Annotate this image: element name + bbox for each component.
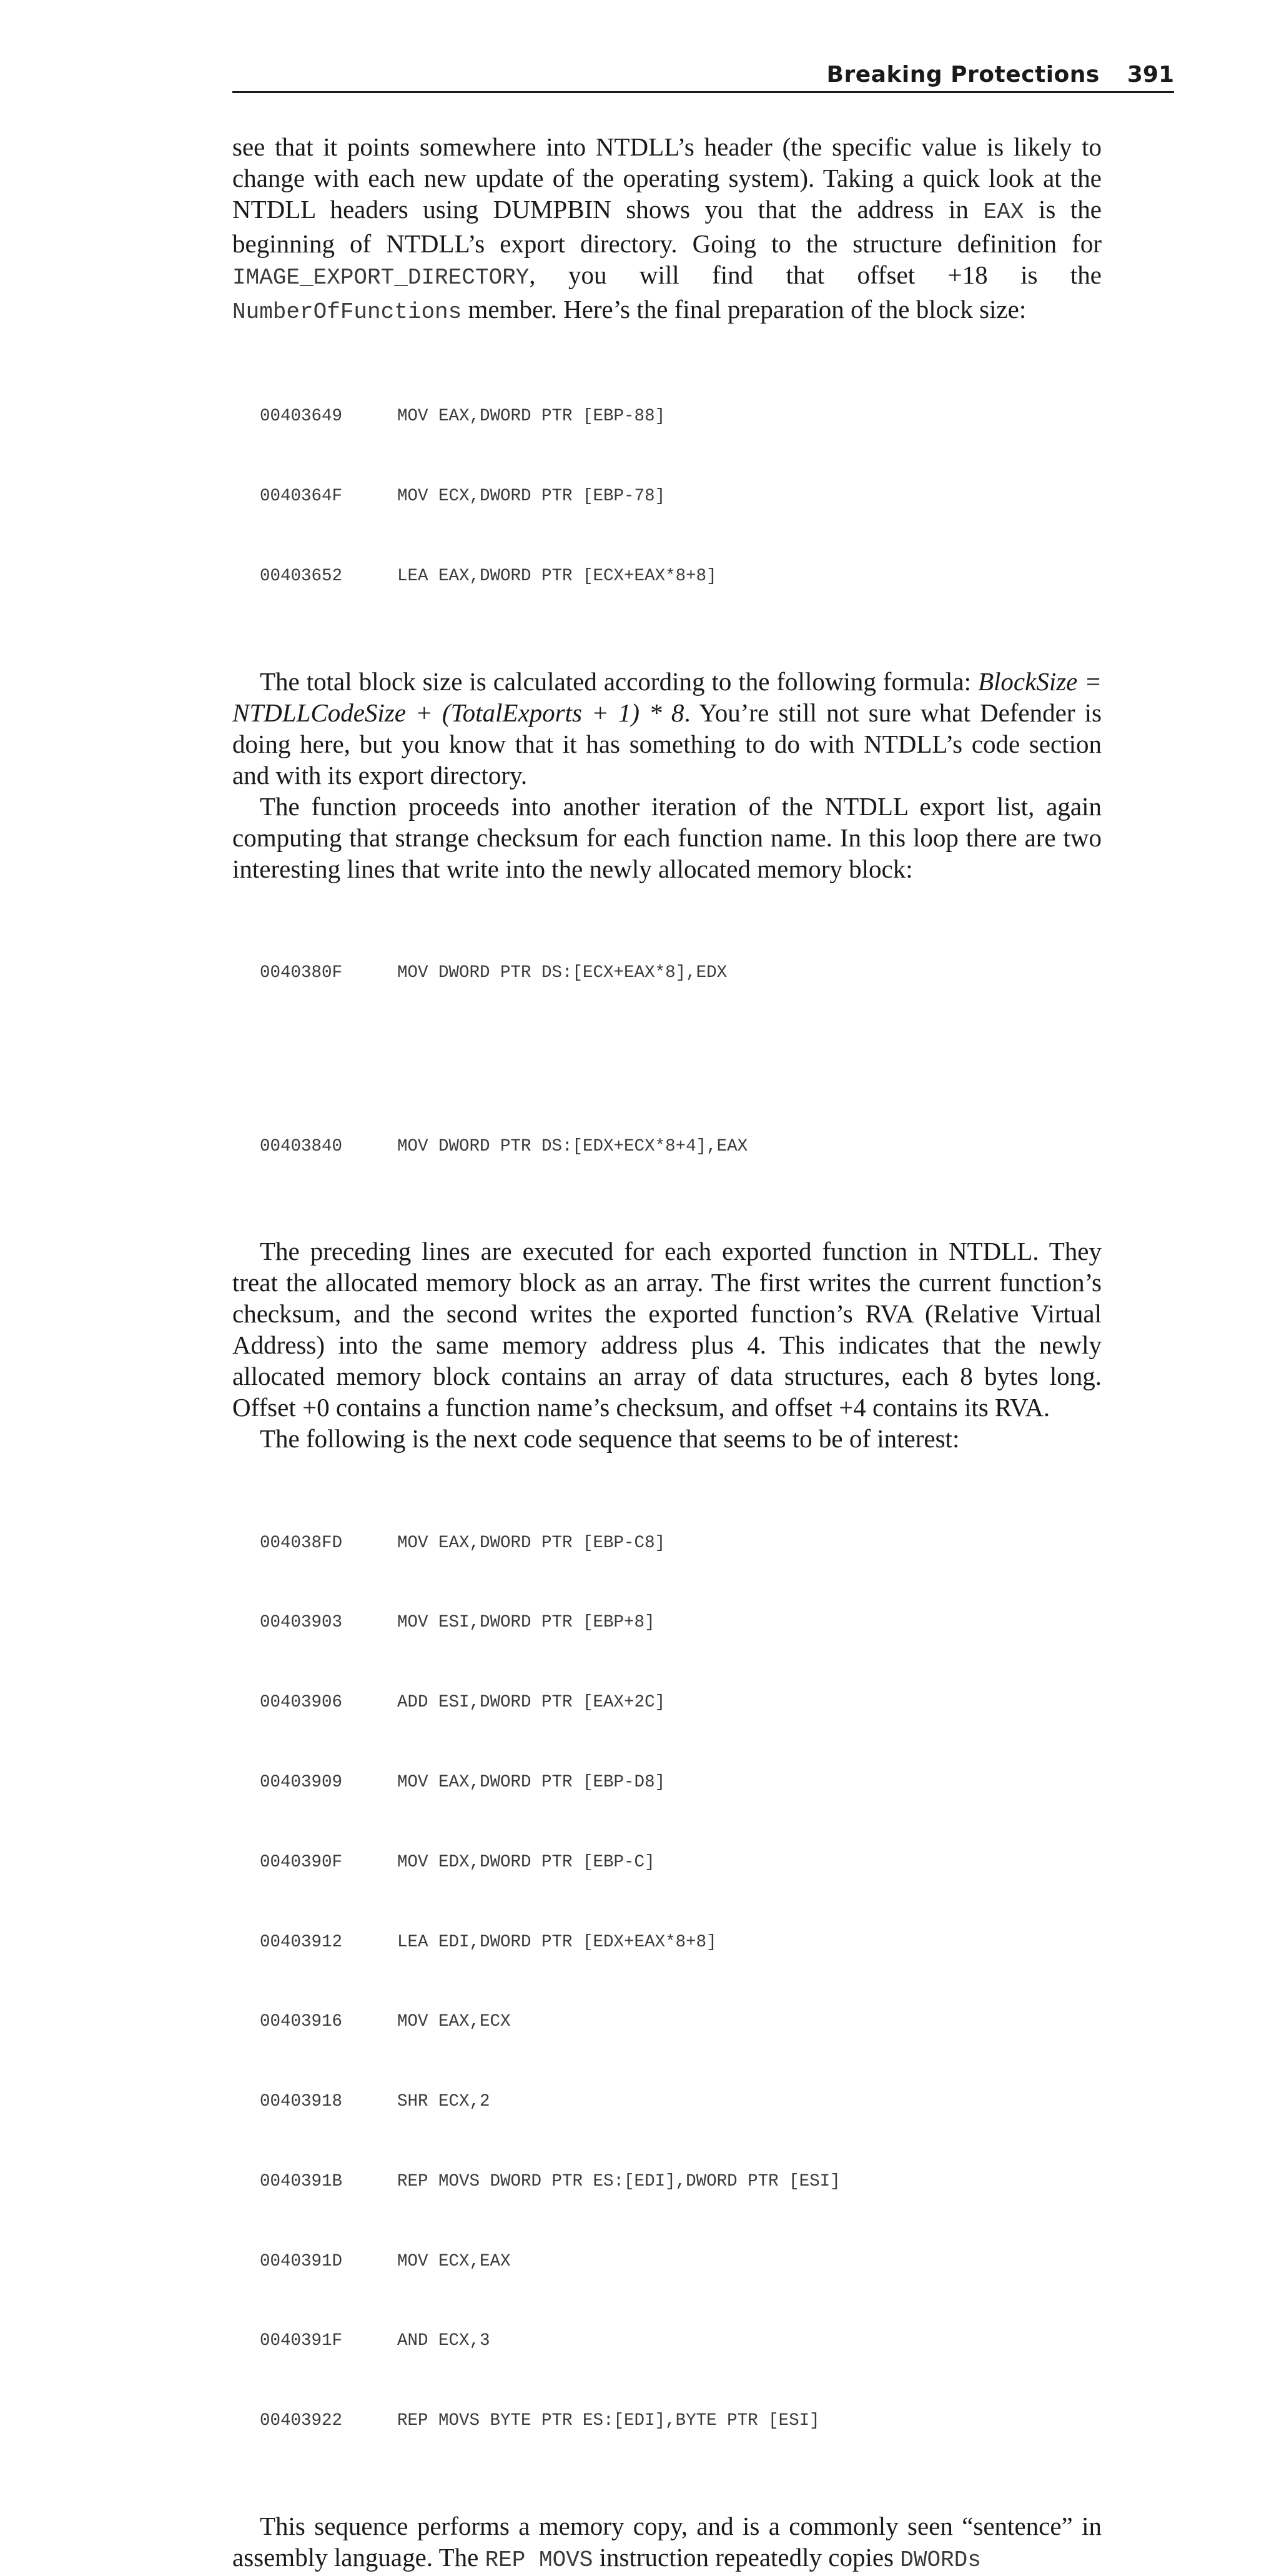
code-inline-number-of-functions: NumberOfFunctions bbox=[232, 299, 462, 325]
code-address: 00403903 bbox=[260, 1613, 343, 1633]
code-instruction: MOV EAX,DWORD PTR [EBP-88] bbox=[397, 407, 666, 427]
code-block-1 bbox=[260, 350, 1102, 643]
code-line bbox=[260, 2089, 1102, 2116]
code-line bbox=[260, 1530, 1102, 1557]
code-instruction: AND ECX,3 bbox=[397, 2331, 490, 2351]
code-line bbox=[260, 1690, 1102, 1717]
code-line bbox=[260, 1930, 1102, 1956]
code-instruction: SHR ECX,2 bbox=[397, 2092, 490, 2112]
code-address: 0040380F bbox=[260, 963, 343, 983]
paragraph-5: The following is the next code sequence that seems to be of interest: bbox=[260, 1424, 960, 1454]
code-line bbox=[260, 2009, 1102, 2036]
code-line bbox=[260, 2328, 1102, 2355]
code-block-3 bbox=[260, 1477, 1102, 2488]
page-body bbox=[232, 131, 1102, 2576]
code-line bbox=[260, 1850, 1102, 1876]
paragraph-2 bbox=[232, 666, 1102, 791]
code-block-2 bbox=[260, 907, 1102, 1214]
page-number: 391 bbox=[1127, 61, 1174, 87]
code-line bbox=[260, 2408, 1102, 2435]
code-instruction: MOV ECX,EAX bbox=[397, 2251, 511, 2271]
code-instruction: ADD ESI,DWORD PTR [EAX+2C] bbox=[397, 1693, 666, 1713]
code-line bbox=[260, 1610, 1102, 1637]
code-instruction: MOV EAX,ECX bbox=[397, 2012, 511, 2032]
code-inline-rep-movs: REP MOVS bbox=[485, 2547, 593, 2574]
para1-text-4: member. Here’s the final preparation of the block size: bbox=[462, 295, 1027, 324]
code-address: 0040390F bbox=[260, 1852, 343, 1872]
code-address: 0040391F bbox=[260, 2331, 343, 2351]
code-address: 00403922 bbox=[260, 2411, 343, 2431]
code-address: 00403918 bbox=[260, 2092, 343, 2112]
code-instruction: LEA EAX,DWORD PTR [ECX+EAX*8+8] bbox=[397, 566, 717, 586]
code-address: 00403652 bbox=[260, 566, 343, 586]
code-inline-eax: EAX bbox=[983, 199, 1024, 225]
code-address: 00403840 bbox=[260, 1136, 343, 1156]
para6-text-1: This sequence performs a memory copy, and is a commonly seen “sentence” in assembly language. The bbox=[232, 2512, 1102, 2572]
code-instruction: MOV EAX,DWORD PTR [EBP-C8] bbox=[397, 1533, 666, 1553]
code-inline-dwords: DWORDs bbox=[900, 2547, 981, 2574]
para2-text-2: . You’re still not sure what Defender is doing here, but you know that it has something to do with NTDLL’s code section and with its export directory. bbox=[232, 698, 1102, 790]
paragraph-1 bbox=[232, 131, 1102, 328]
code-line bbox=[260, 404, 1102, 430]
formula: BlockSize = NTDLLCodeSize + (TotalExports + 1) * 8 bbox=[232, 666, 1102, 727]
paragraph-3: The function proceeds into another iteration of the NTDLL export list, again computing that strange checksum for each function name. In this loop there are two interesting lines that write into the newly allocated memory block: bbox=[232, 791, 1102, 883]
code-address: 00403916 bbox=[260, 2012, 343, 2032]
code-address: 0040391D bbox=[260, 2251, 343, 2271]
code-line bbox=[260, 960, 1102, 987]
code-line bbox=[260, 1770, 1102, 1796]
code-line bbox=[260, 563, 1102, 590]
code-address: 0040391B bbox=[260, 2171, 343, 2191]
code-instruction: MOV ESI,DWORD PTR [EBP+8] bbox=[397, 1613, 655, 1633]
code-line bbox=[260, 483, 1102, 510]
code-instruction: MOV ECX,DWORD PTR [EBP-78] bbox=[397, 486, 666, 506]
code-instruction: MOV DWORD PTR DS:[EDX+ECX*8+4],EAX bbox=[397, 1136, 748, 1156]
code-address: 00403909 bbox=[260, 1773, 343, 1792]
code-address: 00403649 bbox=[260, 407, 343, 427]
code-address: 0040364F bbox=[260, 486, 343, 506]
para1-text-3: , you will find that offset +18 is the bbox=[529, 260, 1102, 289]
code-instruction: MOV EDX,DWORD PTR [EBP-C] bbox=[397, 1852, 655, 1872]
code-address: 00403906 bbox=[260, 1693, 343, 1713]
code-line bbox=[260, 1134, 1102, 1161]
code-inline-export-directory: IMAGE_EXPORT_DIRECTORY bbox=[232, 265, 530, 290]
code-line bbox=[260, 2249, 1102, 2276]
code-instruction: MOV DWORD PTR DS:[ECX+EAX*8],EDX bbox=[397, 963, 728, 983]
para1-text-1: see that it points somewhere into NTDLL’s header (the specific value is likely to change with each new update of the operating system). Taking a quick look at the NTDLL headers using DUMPBIN shows you that the address in bbox=[232, 132, 1102, 224]
code-instruction: LEA EDI,DWORD PTR [EDX+EAX*8+8] bbox=[397, 1932, 717, 1952]
para6-text-2: instruction repeatedly copies bbox=[593, 2543, 901, 2572]
code-line bbox=[260, 2169, 1102, 2196]
code-gap bbox=[260, 1040, 1102, 1081]
paragraph-4: The preceding lines are executed for each exported function in NTDLL. They treat the allocated memory block as an array. The first writes the current function’s checksum, and the second writes the exported function’s RVA (Relative Virtual Address) into the same memory address plus 4. This indicates that the newly allocated memory block contains an array of data structures, each 8 bytes long. Offset +0 contains a function name’s checksum, and offset +4 contains its RVA. bbox=[232, 1237, 1102, 1422]
code-address: 004038FD bbox=[260, 1533, 343, 1553]
code-instruction: MOV EAX,DWORD PTR [EBP-D8] bbox=[397, 1773, 666, 1792]
code-instruction: REP MOVS DWORD PTR ES:[EDI],DWORD PTR [ESI] bbox=[397, 2171, 841, 2191]
code-address: 00403912 bbox=[260, 1932, 343, 1952]
running-header bbox=[232, 57, 1174, 93]
running-title: Breaking Protections bbox=[826, 61, 1100, 87]
para1-text-2: is the beginning of NTDLL’s export directory. Going to the structure definition for bbox=[232, 195, 1102, 258]
code-instruction: REP MOVS BYTE PTR ES:[EDI],BYTE PTR [ESI] bbox=[397, 2411, 820, 2431]
para2-text-1: The total block size is calculated according to the following formula: bbox=[260, 666, 978, 696]
paragraph-6 bbox=[232, 2510, 1102, 2576]
